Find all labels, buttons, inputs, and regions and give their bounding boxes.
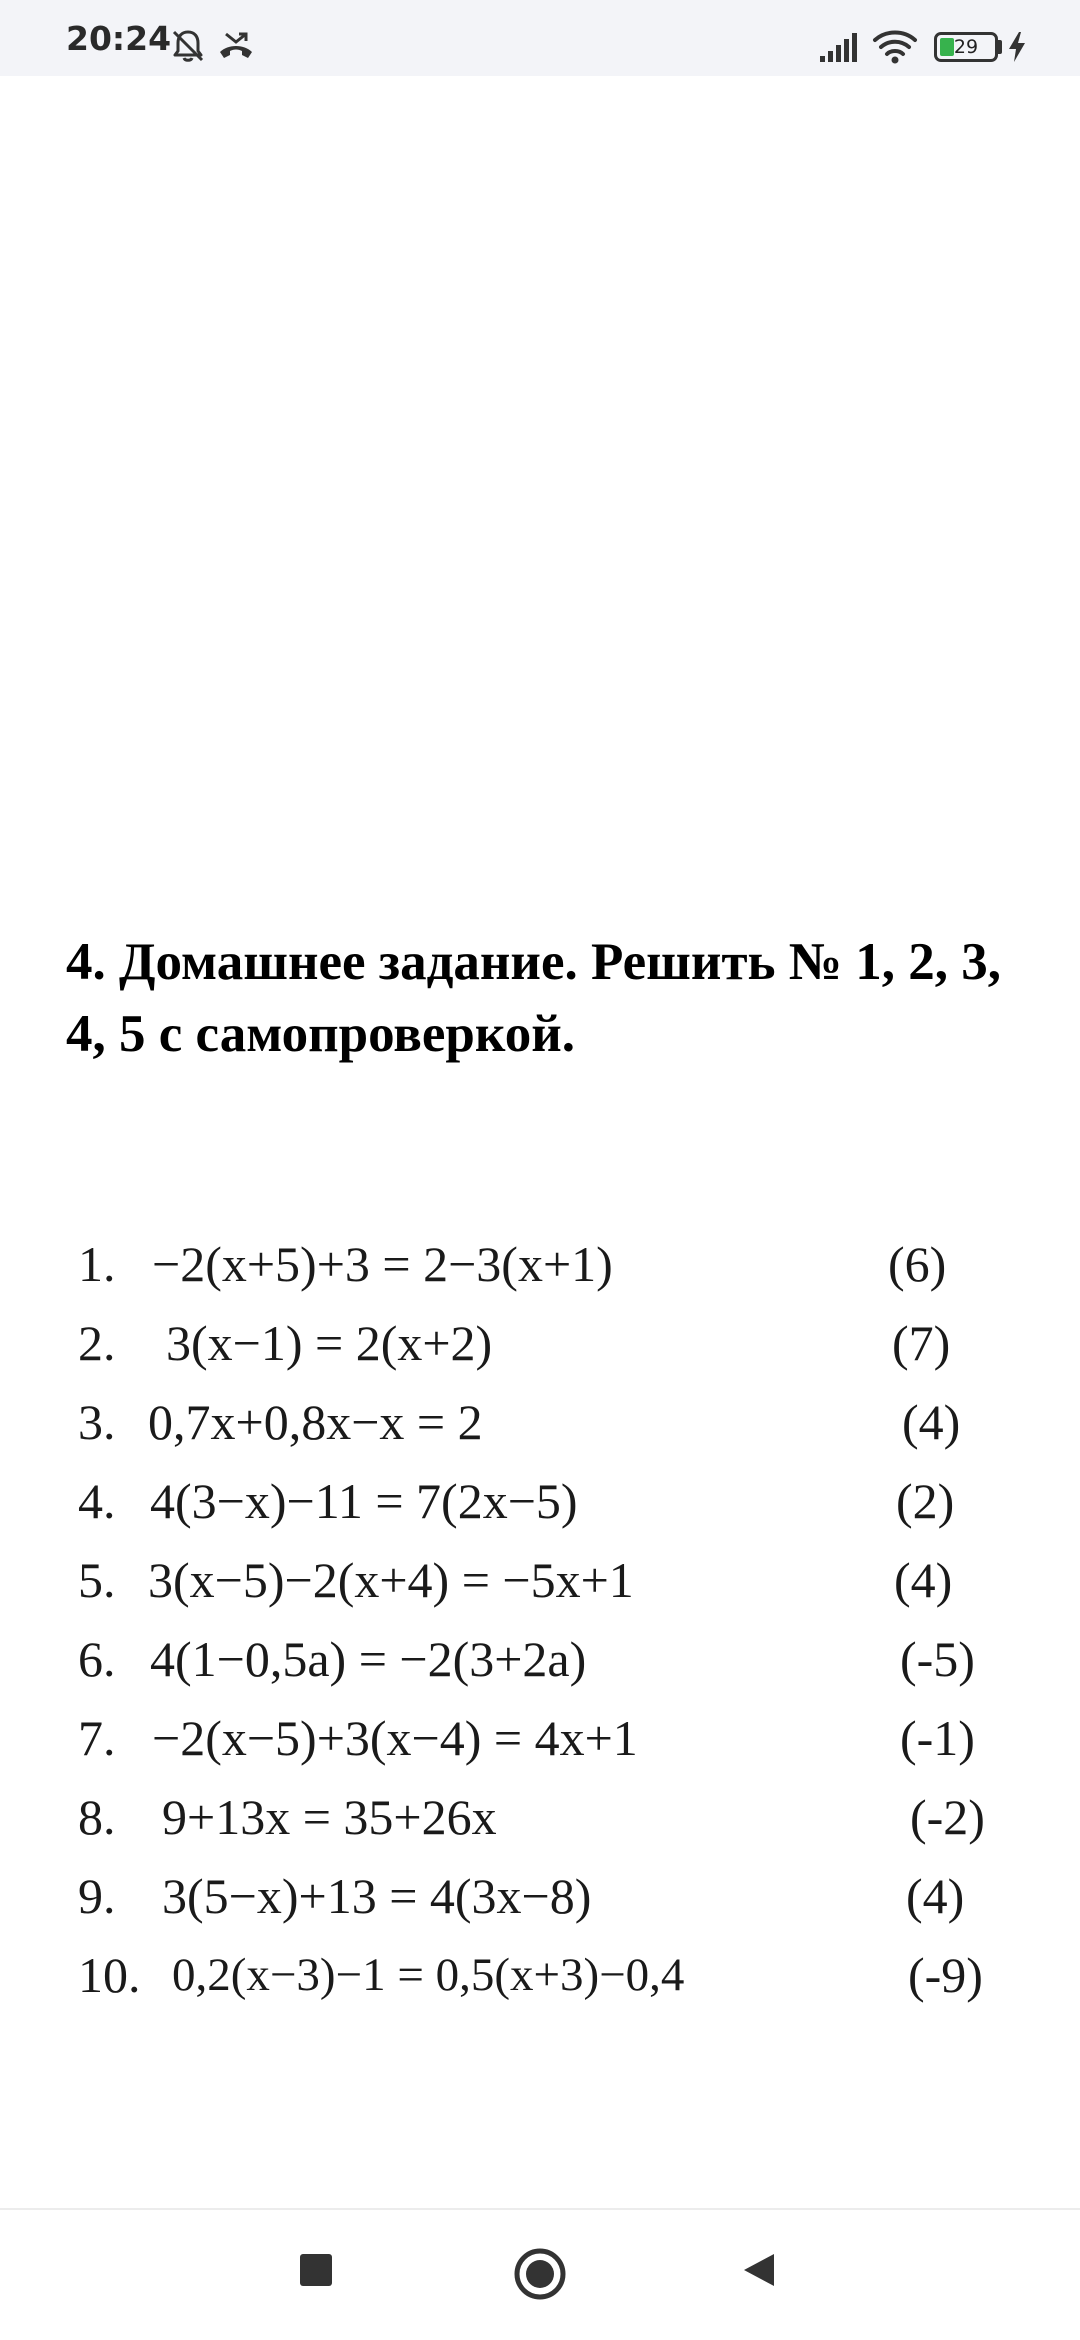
equation-number: 8. — [78, 1789, 116, 1845]
equation-answer: (7) — [892, 1315, 951, 1371]
signal-icon — [818, 30, 858, 64]
equation-number: 3. — [78, 1394, 116, 1450]
equation-row — [0, 1860, 1080, 1939]
charging-icon — [1006, 30, 1028, 64]
navigation-bar — [0, 2210, 1080, 2340]
equation-expression: 3(x−5)−2(x+4) = −5x+1 — [148, 1552, 634, 1608]
equation-row — [0, 1544, 1080, 1623]
equation-row — [0, 1623, 1080, 1702]
equation-number: 2. — [78, 1315, 116, 1371]
battery-tip — [998, 40, 1002, 54]
missed-call-icon — [216, 28, 256, 64]
equation-answer: (2) — [896, 1473, 955, 1529]
battery-icon — [934, 32, 998, 62]
equation-row — [0, 1307, 1080, 1386]
equation-expression: 0,2(x−3)−1 = 0,5(x+3)−0,4 — [172, 1949, 685, 2001]
home-button[interactable] — [512, 2246, 568, 2302]
recents-button[interactable] — [296, 2250, 336, 2290]
equation-list — [0, 1228, 1080, 2018]
equation-row — [0, 1939, 1080, 2018]
equation-answer: (-9) — [908, 1947, 983, 2003]
equation-expression: 9+13x = 35+26x — [162, 1789, 497, 1845]
equation-answer: (4) — [894, 1552, 953, 1608]
equation-answer: (-1) — [900, 1710, 975, 1766]
homework-heading: 4. Домашнее задание. Решить № 1, 2, 3, 4, 5 с самопроверкой. — [66, 933, 1002, 1063]
equation-row — [0, 1465, 1080, 1544]
wifi-icon — [872, 28, 918, 64]
equation-expression: 4(1−0,5a) = −2(3+2a) — [150, 1631, 587, 1687]
equation-row — [0, 1228, 1080, 1307]
equation-expression: −2(x−5)+3(x−4) = 4x+1 — [152, 1710, 638, 1766]
equation-answer: (4) — [902, 1394, 961, 1450]
bell-off-icon — [170, 28, 206, 64]
equation-number: 4. — [78, 1473, 116, 1529]
status-time: 20:24 — [66, 19, 172, 58]
equation-number: 5. — [78, 1552, 116, 1608]
equation-expression: 3(5−x)+13 = 4(3x−8) — [162, 1868, 592, 1924]
equation-answer: (-5) — [900, 1631, 975, 1687]
equation-expression: 3(x−1) = 2(x+2) — [166, 1315, 493, 1371]
equation-answer: (6) — [888, 1236, 947, 1292]
equation-answer: (4) — [906, 1868, 965, 1924]
battery-level: 29 — [953, 36, 979, 58]
equation-row — [0, 1781, 1080, 1860]
back-button[interactable] — [740, 2250, 780, 2290]
equation-expression: 0,7x+0,8x−x = 2 — [148, 1394, 483, 1450]
equation-number: 1. — [78, 1236, 116, 1292]
equation-number: 6. — [78, 1631, 116, 1687]
equation-row — [0, 1702, 1080, 1781]
equation-expression: −2(x+5)+3 = 2−3(x+1) — [152, 1236, 613, 1292]
status-bar — [0, 0, 1080, 76]
equation-number: 9. — [78, 1868, 116, 1924]
equation-number: 7. — [78, 1710, 116, 1766]
equation-answer: (-2) — [910, 1789, 985, 1845]
equation-number: 10. — [78, 1947, 141, 2003]
equation-row — [0, 1386, 1080, 1465]
equation-expression: 4(3−x)−11 = 7(2x−5) — [150, 1473, 578, 1529]
